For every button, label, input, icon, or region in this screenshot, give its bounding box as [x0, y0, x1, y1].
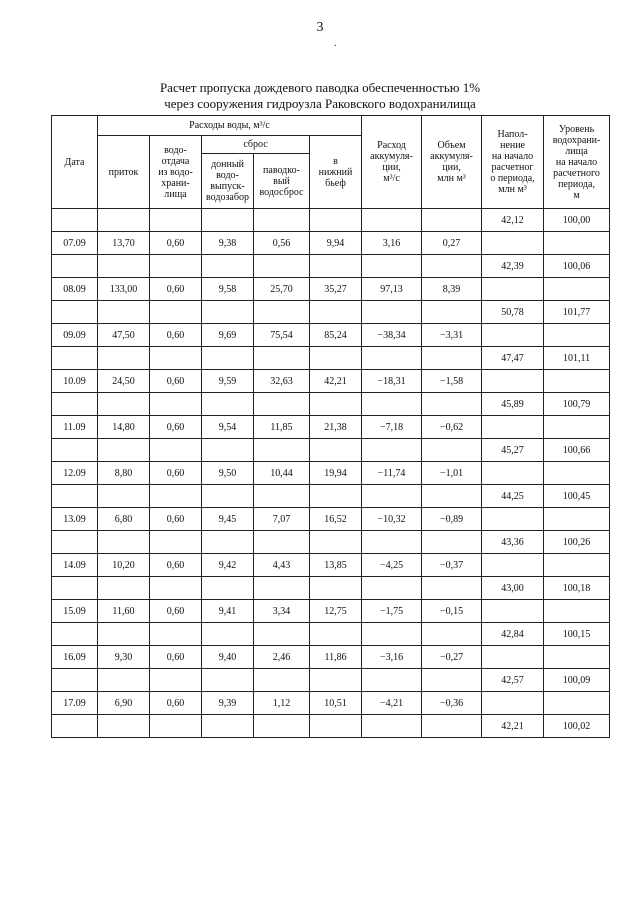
table-row: [52, 646, 610, 669]
cell-accumulation-volume: −0,62: [422, 416, 482, 439]
cell-inflow: 47,50: [98, 324, 150, 347]
cell-downstream: [310, 623, 362, 646]
cell-accumulation-flow: [362, 577, 422, 600]
cell-water-supply: [150, 347, 202, 370]
cell-water-supply: [150, 669, 202, 692]
cell-accumulation-volume: 0,27: [422, 232, 482, 255]
cell-date: [52, 531, 98, 554]
cell-level: 100,09: [544, 669, 610, 692]
cell-accumulation-flow: −3,16: [362, 646, 422, 669]
cell-downstream: [310, 347, 362, 370]
cell-accumulation-flow: −18,31: [362, 370, 422, 393]
cell-date: 10.09: [52, 370, 98, 393]
cell-date: [52, 439, 98, 462]
cell-downstream: 19,94: [310, 462, 362, 485]
cell-water-supply: [150, 393, 202, 416]
cell-date: [52, 393, 98, 416]
cell-accumulation-volume: [422, 715, 482, 738]
cell-accumulation-flow: −4,25: [362, 554, 422, 577]
header-flows-group: Расходы воды, м³/с: [98, 116, 362, 136]
cell-inflow: 133,00: [98, 278, 150, 301]
cell-accumulation-flow: [362, 669, 422, 692]
cell-inflow: [98, 669, 150, 692]
cell-water-supply: [150, 485, 202, 508]
cell-accumulation-volume: [422, 485, 482, 508]
cell-downstream: 42,21: [310, 370, 362, 393]
cell-filling: [482, 416, 544, 439]
table-row: [52, 232, 610, 255]
table-row: [52, 485, 610, 508]
cell-downstream: [310, 577, 362, 600]
cell-filling: [482, 232, 544, 255]
cell-water-supply: 0,60: [150, 278, 202, 301]
cell-bottom-outlet: [202, 715, 254, 738]
table-row: [52, 393, 610, 416]
cell-filling: 44,25: [482, 485, 544, 508]
table-row: [52, 623, 610, 646]
header-accumulation-volume: Объем аккумуля- ции, млн м³: [422, 116, 482, 209]
cell-accumulation-volume: [422, 531, 482, 554]
title-line-2: через сооружения гидроузла Раковского водохранилища: [164, 96, 476, 111]
cell-flood-spillway: [254, 715, 310, 738]
cell-accumulation-flow: 3,16: [362, 232, 422, 255]
cell-inflow: [98, 393, 150, 416]
cell-accumulation-volume: −0,15: [422, 600, 482, 623]
cell-water-supply: 0,60: [150, 232, 202, 255]
cell-date: 16.09: [52, 646, 98, 669]
cell-inflow: 8,80: [98, 462, 150, 485]
table-row: [52, 370, 610, 393]
cell-level: [544, 416, 610, 439]
cell-date: 12.09: [52, 462, 98, 485]
cell-accumulation-flow: [362, 347, 422, 370]
cell-accumulation-volume: [422, 577, 482, 600]
cell-bottom-outlet: 9,41: [202, 600, 254, 623]
cell-inflow: [98, 255, 150, 278]
cell-level: [544, 278, 610, 301]
cell-flood-spillway: [254, 669, 310, 692]
cell-accumulation-flow: [362, 209, 422, 232]
cell-bottom-outlet: [202, 531, 254, 554]
cell-accumulation-flow: [362, 715, 422, 738]
cell-date: [52, 669, 98, 692]
table-body: [52, 209, 610, 738]
cell-inflow: 24,50: [98, 370, 150, 393]
cell-level: 101,77: [544, 301, 610, 324]
cell-level: 100,79: [544, 393, 610, 416]
cell-water-supply: [150, 577, 202, 600]
cell-level: [544, 600, 610, 623]
cell-water-supply: 0,60: [150, 554, 202, 577]
cell-flood-spillway: 75,54: [254, 324, 310, 347]
cell-downstream: 10,51: [310, 692, 362, 715]
cell-level: 101,11: [544, 347, 610, 370]
cell-bottom-outlet: [202, 485, 254, 508]
cell-flood-spillway: 4,43: [254, 554, 310, 577]
cell-inflow: [98, 209, 150, 232]
cell-filling: [482, 462, 544, 485]
cell-accumulation-flow: [362, 439, 422, 462]
cell-flood-spillway: [254, 485, 310, 508]
table-row: [52, 462, 610, 485]
cell-bottom-outlet: 9,40: [202, 646, 254, 669]
cell-filling: [482, 508, 544, 531]
cell-downstream: 13,85: [310, 554, 362, 577]
cell-level: 100,00: [544, 209, 610, 232]
cell-filling: [482, 554, 544, 577]
cell-downstream: [310, 715, 362, 738]
cell-accumulation-flow: −11,74: [362, 462, 422, 485]
table-row: [52, 416, 610, 439]
table-row: [52, 669, 610, 692]
cell-bottom-outlet: 9,58: [202, 278, 254, 301]
cell-filling: [482, 646, 544, 669]
cell-downstream: 16,52: [310, 508, 362, 531]
cell-filling: 47,47: [482, 347, 544, 370]
cell-bottom-outlet: [202, 347, 254, 370]
cell-level: [544, 462, 610, 485]
cell-accumulation-flow: −10,32: [362, 508, 422, 531]
cell-filling: [482, 370, 544, 393]
cell-bottom-outlet: [202, 623, 254, 646]
table-row: [52, 278, 610, 301]
cell-bottom-outlet: [202, 439, 254, 462]
cell-flood-spillway: 3,34: [254, 600, 310, 623]
cell-date: 13.09: [52, 508, 98, 531]
cell-accumulation-volume: 8,39: [422, 278, 482, 301]
cell-bottom-outlet: 9,59: [202, 370, 254, 393]
cell-downstream: 12,75: [310, 600, 362, 623]
cell-accumulation-volume: [422, 255, 482, 278]
cell-date: [52, 347, 98, 370]
cell-level: [544, 508, 610, 531]
cell-flood-spillway: [254, 439, 310, 462]
flood-calculation-table: [51, 115, 610, 738]
cell-accumulation-flow: −38,34: [362, 324, 422, 347]
header-accumulation-flow: Расход аккумуля- ции, м³/с: [362, 116, 422, 209]
cell-accumulation-volume: [422, 439, 482, 462]
cell-water-supply: 0,60: [150, 462, 202, 485]
cell-downstream: [310, 255, 362, 278]
cell-flood-spillway: 7,07: [254, 508, 310, 531]
cell-downstream: [310, 209, 362, 232]
document-title: [0, 80, 640, 112]
cell-date: 08.09: [52, 278, 98, 301]
table-row: [52, 301, 610, 324]
cell-bottom-outlet: [202, 209, 254, 232]
cell-filling: 45,89: [482, 393, 544, 416]
cell-date: 14.09: [52, 554, 98, 577]
cell-inflow: [98, 439, 150, 462]
cell-flood-spillway: [254, 301, 310, 324]
page-number: 3: [316, 20, 324, 35]
cell-level: [544, 554, 610, 577]
cell-inflow: [98, 715, 150, 738]
cell-filling: 42,12: [482, 209, 544, 232]
cell-downstream: 35,27: [310, 278, 362, 301]
cell-inflow: 14,80: [98, 416, 150, 439]
cell-filling: 42,84: [482, 623, 544, 646]
cell-flood-spillway: 0,56: [254, 232, 310, 255]
cell-water-supply: [150, 439, 202, 462]
cell-flood-spillway: [254, 347, 310, 370]
table-row: [52, 531, 610, 554]
header-date: Дата: [52, 116, 98, 209]
cell-water-supply: [150, 715, 202, 738]
cell-accumulation-flow: [362, 623, 422, 646]
cell-inflow: 10,20: [98, 554, 150, 577]
cell-downstream: [310, 669, 362, 692]
cell-accumulation-volume: −0,89: [422, 508, 482, 531]
cell-bottom-outlet: 9,42: [202, 554, 254, 577]
cell-bottom-outlet: 9,69: [202, 324, 254, 347]
cell-bottom-outlet: 9,54: [202, 416, 254, 439]
cell-downstream: 85,24: [310, 324, 362, 347]
table-row: [52, 255, 610, 278]
header-flood-spillway: паводко- вый водосброс: [254, 154, 310, 209]
cell-water-supply: [150, 255, 202, 278]
cell-date: [52, 577, 98, 600]
cell-accumulation-volume: −0,37: [422, 554, 482, 577]
cell-accumulation-volume: [422, 623, 482, 646]
cell-water-supply: 0,60: [150, 508, 202, 531]
cell-inflow: [98, 301, 150, 324]
page-mark: .: [334, 38, 337, 49]
cell-filling: 43,00: [482, 577, 544, 600]
cell-inflow: [98, 531, 150, 554]
header-discharge-group: сброс: [202, 136, 310, 154]
cell-bottom-outlet: [202, 577, 254, 600]
cell-accumulation-volume: [422, 669, 482, 692]
cell-accumulation-flow: [362, 485, 422, 508]
cell-water-supply: 0,60: [150, 646, 202, 669]
cell-inflow: [98, 577, 150, 600]
cell-downstream: [310, 531, 362, 554]
cell-accumulation-flow: −4,21: [362, 692, 422, 715]
cell-date: [52, 301, 98, 324]
cell-flood-spillway: [254, 623, 310, 646]
cell-accumulation-volume: [422, 393, 482, 416]
cell-accumulation-flow: −7,18: [362, 416, 422, 439]
cell-flood-spillway: 32,63: [254, 370, 310, 393]
cell-filling: [482, 600, 544, 623]
cell-bottom-outlet: 9,39: [202, 692, 254, 715]
cell-inflow: [98, 485, 150, 508]
cell-filling: 42,21: [482, 715, 544, 738]
cell-flood-spillway: [254, 531, 310, 554]
cell-water-supply: 0,60: [150, 600, 202, 623]
cell-accumulation-volume: −3,31: [422, 324, 482, 347]
header-bottom-outlet: донный водо- выпуск- водозабор: [202, 154, 254, 209]
header-downstream: в нижний бьеф: [310, 136, 362, 209]
cell-date: [52, 715, 98, 738]
cell-accumulation-flow: 97,13: [362, 278, 422, 301]
cell-bottom-outlet: 9,50: [202, 462, 254, 485]
cell-date: [52, 485, 98, 508]
table-row: [52, 600, 610, 623]
cell-level: [544, 370, 610, 393]
cell-filling: 42,57: [482, 669, 544, 692]
cell-inflow: 9,30: [98, 646, 150, 669]
cell-downstream: [310, 485, 362, 508]
cell-flood-spillway: 25,70: [254, 278, 310, 301]
cell-flood-spillway: [254, 209, 310, 232]
cell-flood-spillway: [254, 255, 310, 278]
cell-level: [544, 232, 610, 255]
cell-flood-spillway: 10,44: [254, 462, 310, 485]
cell-level: [544, 692, 610, 715]
cell-flood-spillway: 2,46: [254, 646, 310, 669]
cell-inflow: [98, 347, 150, 370]
cell-date: [52, 255, 98, 278]
header-filling: Напол- нение на начало расчетног о периода, млн м³: [482, 116, 544, 209]
cell-accumulation-volume: −0,36: [422, 692, 482, 715]
cell-level: 100,26: [544, 531, 610, 554]
cell-water-supply: [150, 301, 202, 324]
cell-bottom-outlet: [202, 393, 254, 416]
table-row: [52, 439, 610, 462]
cell-filling: 45,27: [482, 439, 544, 462]
cell-bottom-outlet: [202, 255, 254, 278]
cell-water-supply: 0,60: [150, 692, 202, 715]
cell-water-supply: [150, 623, 202, 646]
cell-bottom-outlet: 9,38: [202, 232, 254, 255]
cell-water-supply: [150, 209, 202, 232]
header-water-supply: водо- отдача из водо- храни- лища: [150, 136, 202, 209]
cell-water-supply: 0,60: [150, 416, 202, 439]
cell-accumulation-volume: −1,01: [422, 462, 482, 485]
cell-level: 100,45: [544, 485, 610, 508]
cell-level: 100,66: [544, 439, 610, 462]
cell-downstream: 9,94: [310, 232, 362, 255]
cell-date: 17.09: [52, 692, 98, 715]
cell-downstream: [310, 301, 362, 324]
cell-accumulation-volume: [422, 301, 482, 324]
cell-accumulation-flow: [362, 531, 422, 554]
table-row: [52, 324, 610, 347]
cell-downstream: 21,38: [310, 416, 362, 439]
cell-accumulation-volume: −0,27: [422, 646, 482, 669]
cell-downstream: 11,86: [310, 646, 362, 669]
cell-filling: 42,39: [482, 255, 544, 278]
table-row: [52, 715, 610, 738]
cell-downstream: [310, 439, 362, 462]
table-row: [52, 554, 610, 577]
title-line-1: Расчет пропуска дождевого паводка обеспеченностью 1%: [159, 80, 481, 95]
header-inflow: приток: [98, 136, 150, 209]
cell-filling: 50,78: [482, 301, 544, 324]
cell-water-supply: 0,60: [150, 370, 202, 393]
cell-water-supply: 0,60: [150, 324, 202, 347]
cell-filling: [482, 692, 544, 715]
cell-flood-spillway: [254, 393, 310, 416]
cell-level: [544, 646, 610, 669]
cell-accumulation-volume: −1,58: [422, 370, 482, 393]
cell-accumulation-flow: −1,75: [362, 600, 422, 623]
cell-bottom-outlet: 9,45: [202, 508, 254, 531]
cell-inflow: 6,80: [98, 508, 150, 531]
table-row: [52, 692, 610, 715]
table-row: [52, 347, 610, 370]
cell-date: 11.09: [52, 416, 98, 439]
cell-bottom-outlet: [202, 669, 254, 692]
cell-inflow: [98, 623, 150, 646]
cell-level: [544, 324, 610, 347]
cell-inflow: 11,60: [98, 600, 150, 623]
cell-accumulation-volume: [422, 347, 482, 370]
table-row: [52, 508, 610, 531]
cell-accumulation-flow: [362, 393, 422, 416]
cell-accumulation-flow: [362, 255, 422, 278]
cell-bottom-outlet: [202, 301, 254, 324]
cell-filling: [482, 324, 544, 347]
cell-level: 100,18: [544, 577, 610, 600]
cell-flood-spillway: 1,12: [254, 692, 310, 715]
cell-date: [52, 623, 98, 646]
cell-date: 09.09: [52, 324, 98, 347]
cell-date: [52, 209, 98, 232]
cell-date: 07.09: [52, 232, 98, 255]
cell-inflow: 6,90: [98, 692, 150, 715]
cell-accumulation-volume: [422, 209, 482, 232]
cell-downstream: [310, 393, 362, 416]
cell-level: 100,02: [544, 715, 610, 738]
table-row: [52, 577, 610, 600]
cell-level: 100,15: [544, 623, 610, 646]
table-row: [52, 209, 610, 232]
cell-level: 100,06: [544, 255, 610, 278]
cell-flood-spillway: 11,85: [254, 416, 310, 439]
cell-water-supply: [150, 531, 202, 554]
header-level: Уровень водохрани- лища на начало расчетного периода, м: [544, 116, 610, 209]
cell-filling: 43,36: [482, 531, 544, 554]
cell-date: 15.09: [52, 600, 98, 623]
cell-filling: [482, 278, 544, 301]
cell-flood-spillway: [254, 577, 310, 600]
cell-inflow: 13,70: [98, 232, 150, 255]
cell-accumulation-flow: [362, 301, 422, 324]
